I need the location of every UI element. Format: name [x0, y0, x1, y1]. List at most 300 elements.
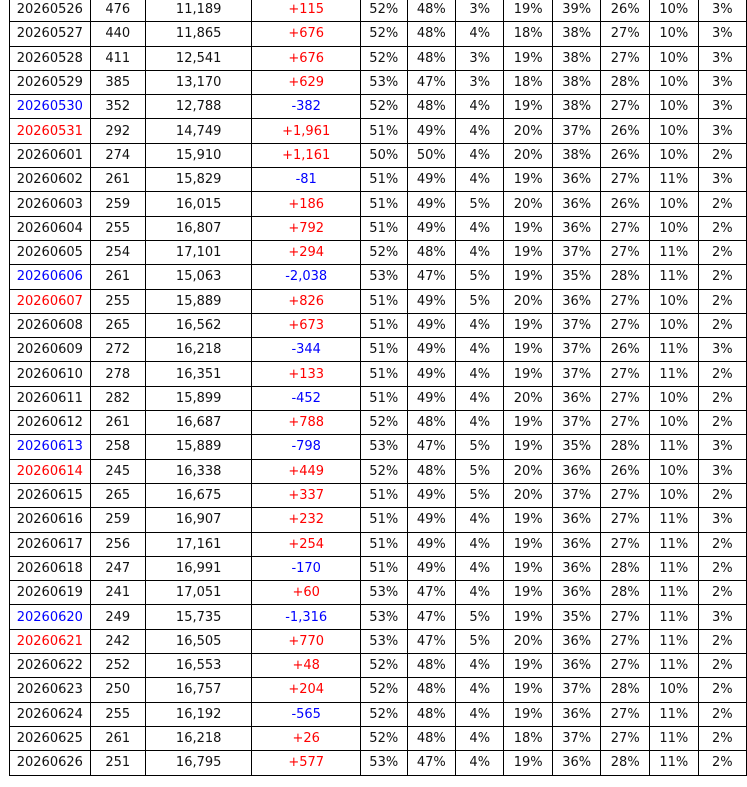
pct-cell: 48% — [407, 46, 456, 70]
count-cell: 265 — [90, 313, 145, 337]
table-row — [10, 95, 747, 119]
table-row — [10, 22, 747, 46]
pct-cell: 37% — [552, 411, 601, 435]
table-row — [10, 70, 747, 94]
pct-cell: 27% — [601, 483, 650, 507]
count-cell: 250 — [90, 678, 145, 702]
pct-cell: 10% — [650, 289, 699, 313]
date-cell: 20260616 — [10, 508, 91, 532]
change-cell: +673 — [252, 313, 361, 337]
table-row — [10, 143, 747, 167]
pct-cell: 49% — [407, 556, 456, 580]
pct-cell: 4% — [456, 532, 504, 556]
pct-cell: 48% — [407, 702, 456, 726]
table-body — [10, 0, 747, 775]
pct-cell: 26% — [601, 459, 650, 483]
pct-cell: 4% — [456, 581, 504, 605]
total-cell: 16,562 — [145, 313, 252, 337]
change-cell: -2,038 — [252, 265, 361, 289]
pct-cell: 49% — [407, 386, 456, 410]
pct-cell: 4% — [456, 168, 504, 192]
pct-cell: 19% — [504, 95, 553, 119]
pct-cell: 26% — [601, 143, 650, 167]
total-cell: 12,541 — [145, 46, 252, 70]
pct-cell: 20% — [504, 119, 553, 143]
pct-cell: 27% — [601, 240, 650, 264]
pct-cell: 5% — [456, 605, 504, 629]
count-cell: 255 — [90, 289, 145, 313]
pct-cell: 51% — [360, 192, 407, 216]
change-cell: +676 — [252, 46, 361, 70]
table-row — [10, 483, 747, 507]
pct-cell: 19% — [504, 240, 553, 264]
pct-cell: 36% — [552, 386, 601, 410]
total-cell: 16,218 — [145, 338, 252, 362]
change-cell: +629 — [252, 70, 361, 94]
pct-cell: 51% — [360, 362, 407, 386]
pct-cell: 27% — [601, 411, 650, 435]
pct-cell: 28% — [601, 751, 650, 775]
pct-cell: 19% — [504, 751, 553, 775]
total-cell: 16,687 — [145, 411, 252, 435]
pct-cell: 11% — [650, 240, 699, 264]
count-cell: 251 — [90, 751, 145, 775]
total-cell: 15,889 — [145, 435, 252, 459]
pct-cell: 51% — [360, 386, 407, 410]
pct-cell: 37% — [552, 313, 601, 337]
count-cell: 258 — [90, 435, 145, 459]
pct-cell: 48% — [407, 654, 456, 678]
pct-cell: 10% — [650, 143, 699, 167]
pct-cell: 10% — [650, 386, 699, 410]
change-cell: +826 — [252, 289, 361, 313]
pct-cell: 49% — [407, 313, 456, 337]
table-row — [10, 216, 747, 240]
pct-cell: 50% — [360, 143, 407, 167]
total-cell: 15,910 — [145, 143, 252, 167]
table-row — [10, 411, 747, 435]
pct-cell: 27% — [601, 289, 650, 313]
pct-cell: 48% — [407, 22, 456, 46]
pct-cell: 49% — [407, 532, 456, 556]
count-cell: 411 — [90, 46, 145, 70]
change-cell: +770 — [252, 629, 361, 653]
total-cell: 15,889 — [145, 289, 252, 313]
pct-cell: 36% — [552, 751, 601, 775]
table-row — [10, 508, 747, 532]
total-cell: 15,899 — [145, 386, 252, 410]
table-row — [10, 751, 747, 775]
count-cell: 247 — [90, 556, 145, 580]
pct-cell: 5% — [456, 435, 504, 459]
date-cell: 20260528 — [10, 46, 91, 70]
count-cell: 274 — [90, 143, 145, 167]
pct-cell: 48% — [407, 411, 456, 435]
pct-cell: 11% — [650, 581, 699, 605]
pct-cell: 49% — [407, 483, 456, 507]
pct-cell: 19% — [504, 678, 553, 702]
pct-cell: 4% — [456, 313, 504, 337]
pct-cell: 49% — [407, 119, 456, 143]
count-cell: 261 — [90, 265, 145, 289]
pct-cell: 3% — [456, 0, 504, 22]
pct-cell: 51% — [360, 313, 407, 337]
pct-cell: 36% — [552, 654, 601, 678]
pct-cell: 27% — [601, 95, 650, 119]
pct-cell: 37% — [552, 338, 601, 362]
table-row — [10, 192, 747, 216]
total-cell: 17,101 — [145, 240, 252, 264]
pct-cell: 37% — [552, 483, 601, 507]
pct-cell: 19% — [504, 46, 553, 70]
date-cell: 20260602 — [10, 168, 91, 192]
pct-cell: 3% — [698, 435, 746, 459]
change-cell: +115 — [252, 0, 361, 22]
pct-cell: 11% — [650, 265, 699, 289]
pct-cell: 20% — [504, 483, 553, 507]
pct-cell: 2% — [698, 386, 746, 410]
pct-cell: 3% — [698, 119, 746, 143]
pct-cell: 2% — [698, 581, 746, 605]
pct-cell: 36% — [552, 532, 601, 556]
pct-cell: 2% — [698, 556, 746, 580]
pct-cell: 53% — [360, 629, 407, 653]
date-cell: 20260607 — [10, 289, 91, 313]
pct-cell: 3% — [698, 0, 746, 22]
pct-cell: 4% — [456, 143, 504, 167]
pct-cell: 18% — [504, 726, 553, 750]
pct-cell: 39% — [552, 0, 601, 22]
table-row — [10, 362, 747, 386]
table-row — [10, 532, 747, 556]
pct-cell: 52% — [360, 678, 407, 702]
pct-cell: 49% — [407, 362, 456, 386]
date-cell: 20260618 — [10, 556, 91, 580]
count-cell: 259 — [90, 192, 145, 216]
pct-cell: 52% — [360, 0, 407, 22]
pct-cell: 48% — [407, 459, 456, 483]
table-row — [10, 605, 747, 629]
date-cell: 20260615 — [10, 483, 91, 507]
count-cell: 259 — [90, 508, 145, 532]
pct-cell: 2% — [698, 678, 746, 702]
pct-cell: 11% — [650, 435, 699, 459]
count-cell: 385 — [90, 70, 145, 94]
pct-cell: 4% — [456, 751, 504, 775]
pct-cell: 36% — [552, 629, 601, 653]
change-cell: +232 — [252, 508, 361, 532]
date-cell: 20260614 — [10, 459, 91, 483]
pct-cell: 37% — [552, 726, 601, 750]
pct-cell: 19% — [504, 313, 553, 337]
pct-cell: 53% — [360, 265, 407, 289]
pct-cell: 20% — [504, 192, 553, 216]
pct-cell: 20% — [504, 143, 553, 167]
change-cell: +48 — [252, 654, 361, 678]
pct-cell: 2% — [698, 702, 746, 726]
total-cell: 16,675 — [145, 483, 252, 507]
pct-cell: 10% — [650, 119, 699, 143]
pct-cell: 10% — [650, 95, 699, 119]
change-cell: -565 — [252, 702, 361, 726]
count-cell: 249 — [90, 605, 145, 629]
count-cell: 265 — [90, 483, 145, 507]
change-cell: -81 — [252, 168, 361, 192]
table-row — [10, 313, 747, 337]
pct-cell: 4% — [456, 386, 504, 410]
pct-cell: 36% — [552, 192, 601, 216]
pct-cell: 19% — [504, 556, 553, 580]
count-cell: 476 — [90, 0, 145, 22]
pct-cell: 4% — [456, 678, 504, 702]
table-row — [10, 0, 747, 22]
pct-cell: 52% — [360, 654, 407, 678]
pct-cell: 10% — [650, 70, 699, 94]
table-row — [10, 386, 747, 410]
pct-cell: 5% — [456, 483, 504, 507]
pct-cell: 3% — [456, 70, 504, 94]
total-cell: 16,505 — [145, 629, 252, 653]
pct-cell: 27% — [601, 654, 650, 678]
pct-cell: 20% — [504, 289, 553, 313]
pct-cell: 3% — [698, 338, 746, 362]
total-cell: 15,063 — [145, 265, 252, 289]
pct-cell: 2% — [698, 265, 746, 289]
data-table — [9, 0, 747, 776]
date-cell: 20260621 — [10, 629, 91, 653]
table-row — [10, 654, 747, 678]
date-cell: 20260610 — [10, 362, 91, 386]
pct-cell: 3% — [698, 508, 746, 532]
pct-cell: 19% — [504, 508, 553, 532]
count-cell: 254 — [90, 240, 145, 264]
pct-cell: 11% — [650, 751, 699, 775]
pct-cell: 2% — [698, 483, 746, 507]
pct-cell: 28% — [601, 581, 650, 605]
pct-cell: 11% — [650, 726, 699, 750]
pct-cell: 36% — [552, 459, 601, 483]
pct-cell: 3% — [698, 22, 746, 46]
count-cell: 272 — [90, 338, 145, 362]
pct-cell: 36% — [552, 556, 601, 580]
pct-cell: 18% — [504, 70, 553, 94]
pct-cell: 19% — [504, 702, 553, 726]
pct-cell: 49% — [407, 192, 456, 216]
change-cell: +788 — [252, 411, 361, 435]
change-cell: +1,161 — [252, 143, 361, 167]
pct-cell: 52% — [360, 95, 407, 119]
pct-cell: 48% — [407, 678, 456, 702]
date-cell: 20260623 — [10, 678, 91, 702]
pct-cell: 3% — [698, 168, 746, 192]
count-cell: 282 — [90, 386, 145, 410]
count-cell: 261 — [90, 411, 145, 435]
pct-cell: 19% — [504, 605, 553, 629]
change-cell: +133 — [252, 362, 361, 386]
date-cell: 20260529 — [10, 70, 91, 94]
pct-cell: 4% — [456, 216, 504, 240]
pct-cell: 11% — [650, 508, 699, 532]
pct-cell: 4% — [456, 240, 504, 264]
pct-cell: 51% — [360, 483, 407, 507]
pct-cell: 37% — [552, 362, 601, 386]
pct-cell: 19% — [504, 168, 553, 192]
date-cell: 20260608 — [10, 313, 91, 337]
date-cell: 20260626 — [10, 751, 91, 775]
change-cell: +204 — [252, 678, 361, 702]
pct-cell: 37% — [552, 240, 601, 264]
total-cell: 16,218 — [145, 726, 252, 750]
pct-cell: 4% — [456, 726, 504, 750]
pct-cell: 2% — [698, 313, 746, 337]
pct-cell: 19% — [504, 362, 553, 386]
date-cell: 20260605 — [10, 240, 91, 264]
pct-cell: 4% — [456, 95, 504, 119]
pct-cell: 51% — [360, 508, 407, 532]
table-row — [10, 726, 747, 750]
pct-cell: 11% — [650, 702, 699, 726]
table-row — [10, 289, 747, 313]
pct-cell: 36% — [552, 508, 601, 532]
table-row — [10, 459, 747, 483]
count-cell: 241 — [90, 581, 145, 605]
pct-cell: 26% — [601, 0, 650, 22]
pct-cell: 51% — [360, 289, 407, 313]
table-row — [10, 629, 747, 653]
total-cell: 17,051 — [145, 581, 252, 605]
count-cell: 255 — [90, 702, 145, 726]
pct-cell: 10% — [650, 192, 699, 216]
pct-cell: 11% — [650, 362, 699, 386]
pct-cell: 53% — [360, 751, 407, 775]
pct-cell: 11% — [650, 338, 699, 362]
pct-cell: 11% — [650, 556, 699, 580]
pct-cell: 5% — [456, 459, 504, 483]
count-cell: 440 — [90, 22, 145, 46]
pct-cell: 20% — [504, 386, 553, 410]
date-cell: 20260612 — [10, 411, 91, 435]
pct-cell: 47% — [407, 581, 456, 605]
change-cell: +60 — [252, 581, 361, 605]
pct-cell: 2% — [698, 726, 746, 750]
count-cell: 245 — [90, 459, 145, 483]
pct-cell: 19% — [504, 411, 553, 435]
pct-cell: 4% — [456, 338, 504, 362]
pct-cell: 49% — [407, 289, 456, 313]
date-cell: 20260603 — [10, 192, 91, 216]
count-cell: 292 — [90, 119, 145, 143]
pct-cell: 11% — [650, 532, 699, 556]
pct-cell: 10% — [650, 0, 699, 22]
pct-cell: 5% — [456, 192, 504, 216]
pct-cell: 36% — [552, 702, 601, 726]
pct-cell: 27% — [601, 386, 650, 410]
pct-cell: 49% — [407, 338, 456, 362]
pct-cell: 35% — [552, 435, 601, 459]
date-cell: 20260625 — [10, 726, 91, 750]
pct-cell: 49% — [407, 508, 456, 532]
pct-cell: 2% — [698, 411, 746, 435]
total-cell: 16,807 — [145, 216, 252, 240]
pct-cell: 2% — [698, 751, 746, 775]
pct-cell: 27% — [601, 168, 650, 192]
pct-cell: 2% — [698, 216, 746, 240]
date-cell: 20260527 — [10, 22, 91, 46]
change-cell: +294 — [252, 240, 361, 264]
total-cell: 11,865 — [145, 22, 252, 46]
pct-cell: 35% — [552, 265, 601, 289]
change-cell: +449 — [252, 459, 361, 483]
change-cell: +1,961 — [252, 119, 361, 143]
total-cell: 14,749 — [145, 119, 252, 143]
pct-cell: 47% — [407, 605, 456, 629]
pct-cell: 28% — [601, 556, 650, 580]
pct-cell: 5% — [456, 629, 504, 653]
pct-cell: 19% — [504, 338, 553, 362]
pct-cell: 3% — [698, 46, 746, 70]
pct-cell: 35% — [552, 605, 601, 629]
pct-cell: 48% — [407, 726, 456, 750]
pct-cell: 5% — [456, 265, 504, 289]
pct-cell: 26% — [601, 338, 650, 362]
pct-cell: 10% — [650, 411, 699, 435]
pct-cell: 19% — [504, 654, 553, 678]
total-cell: 16,192 — [145, 702, 252, 726]
pct-cell: 36% — [552, 216, 601, 240]
total-cell: 15,735 — [145, 605, 252, 629]
date-cell: 20260606 — [10, 265, 91, 289]
count-cell: 252 — [90, 654, 145, 678]
table-row — [10, 119, 747, 143]
pct-cell: 11% — [650, 654, 699, 678]
pct-cell: 4% — [456, 119, 504, 143]
total-cell: 16,757 — [145, 678, 252, 702]
date-cell: 20260531 — [10, 119, 91, 143]
pct-cell: 10% — [650, 459, 699, 483]
pct-cell: 49% — [407, 168, 456, 192]
pct-cell: 11% — [650, 168, 699, 192]
table-row — [10, 46, 747, 70]
pct-cell: 51% — [360, 338, 407, 362]
pct-cell: 47% — [407, 629, 456, 653]
pct-cell: 5% — [456, 289, 504, 313]
total-cell: 12,788 — [145, 95, 252, 119]
pct-cell: 19% — [504, 532, 553, 556]
pct-cell: 2% — [698, 143, 746, 167]
pct-cell: 36% — [552, 168, 601, 192]
pct-cell: 10% — [650, 46, 699, 70]
change-cell: +254 — [252, 532, 361, 556]
pct-cell: 10% — [650, 313, 699, 337]
total-cell: 16,907 — [145, 508, 252, 532]
total-cell: 13,170 — [145, 70, 252, 94]
pct-cell: 51% — [360, 168, 407, 192]
date-cell: 20260611 — [10, 386, 91, 410]
pct-cell: 27% — [601, 629, 650, 653]
date-cell: 20260530 — [10, 95, 91, 119]
pct-cell: 52% — [360, 411, 407, 435]
pct-cell: 52% — [360, 459, 407, 483]
date-cell: 20260624 — [10, 702, 91, 726]
pct-cell: 38% — [552, 46, 601, 70]
change-cell: +337 — [252, 483, 361, 507]
pct-cell: 51% — [360, 216, 407, 240]
pct-cell: 2% — [698, 532, 746, 556]
pct-cell: 51% — [360, 556, 407, 580]
pct-cell: 36% — [552, 581, 601, 605]
table-row — [10, 581, 747, 605]
pct-cell: 11% — [650, 605, 699, 629]
